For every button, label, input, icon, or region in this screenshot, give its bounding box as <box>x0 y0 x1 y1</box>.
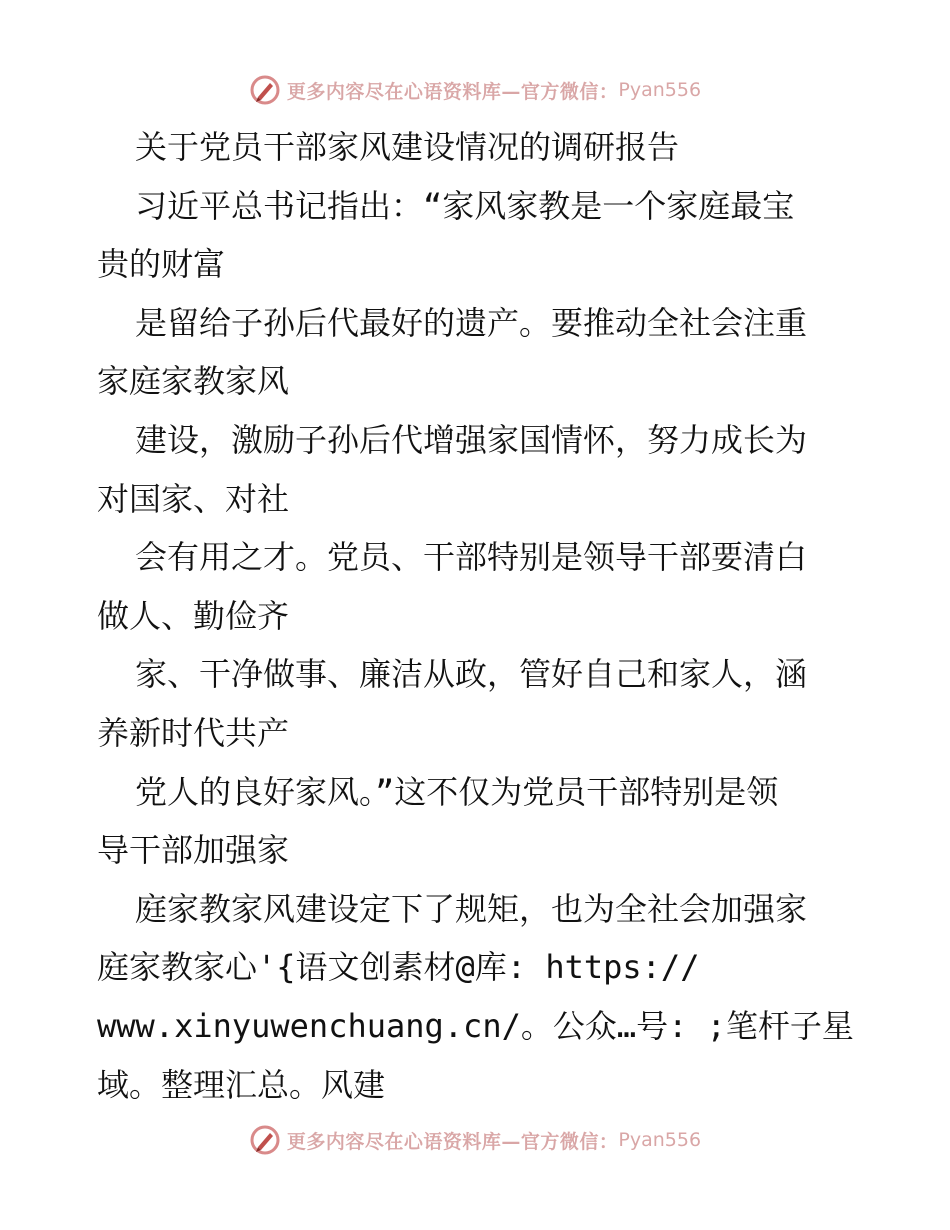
text-line: 建设，激励子孙后代增强家国情怀，努力成长为 <box>135 420 808 459</box>
pen-logo-icon <box>249 1124 281 1156</box>
text-line: www.xinyuwenchuang.cn/。公众…号: ;笔杆子星 <box>97 1006 854 1045</box>
document-body <box>97 118 857 1114</box>
banner-wechat-id: Pyan556 <box>618 79 702 101</box>
text-line: 会有用之才。党员、干部特别是领导干部要清白 <box>135 538 808 577</box>
pen-logo-icon <box>249 74 281 106</box>
text-line: 庭家教家心'{语文创素材@库: https:// <box>97 948 700 987</box>
text-line: 对国家、对社 <box>97 479 290 518</box>
banner-text: 更多内容尽在心语资料库—官方微信： <box>286 80 619 103</box>
header-banner <box>0 70 950 110</box>
text-line: 养新时代共产 <box>97 713 290 752</box>
text-line: 家、干净做事、廉洁从政，管好自己和家人，涵 <box>135 655 808 694</box>
text-line: 关于党员干部家风建设情况的调研报告 <box>135 128 680 166</box>
text-line: 党人的良好家风。”这不仅为党员干部特别是领 <box>135 772 779 811</box>
text-line: 域。整理汇总。风建 <box>97 1065 386 1104</box>
banner-wechat-id: Pyan556 <box>618 1129 702 1151</box>
text-line: 习近平总书记指出：“家风家教是一个家庭最宝 <box>135 186 795 225</box>
banner-text: 更多内容尽在心语资料库—官方微信： <box>286 1130 619 1153</box>
footer-banner <box>0 1120 950 1160</box>
text-line: 导干部加强家 <box>97 831 290 870</box>
text-line: 庭家教家风建设定下了规矩，也为全社会加强家 <box>135 889 808 928</box>
text-line: 贵的财富 <box>97 245 226 284</box>
text-line: 做人、勤俭齐 <box>97 596 290 635</box>
text-line: 是留给子孙后代最好的遗产。要推动全社会注重 <box>135 303 808 342</box>
text-line: 家庭家教家风 <box>97 362 290 401</box>
